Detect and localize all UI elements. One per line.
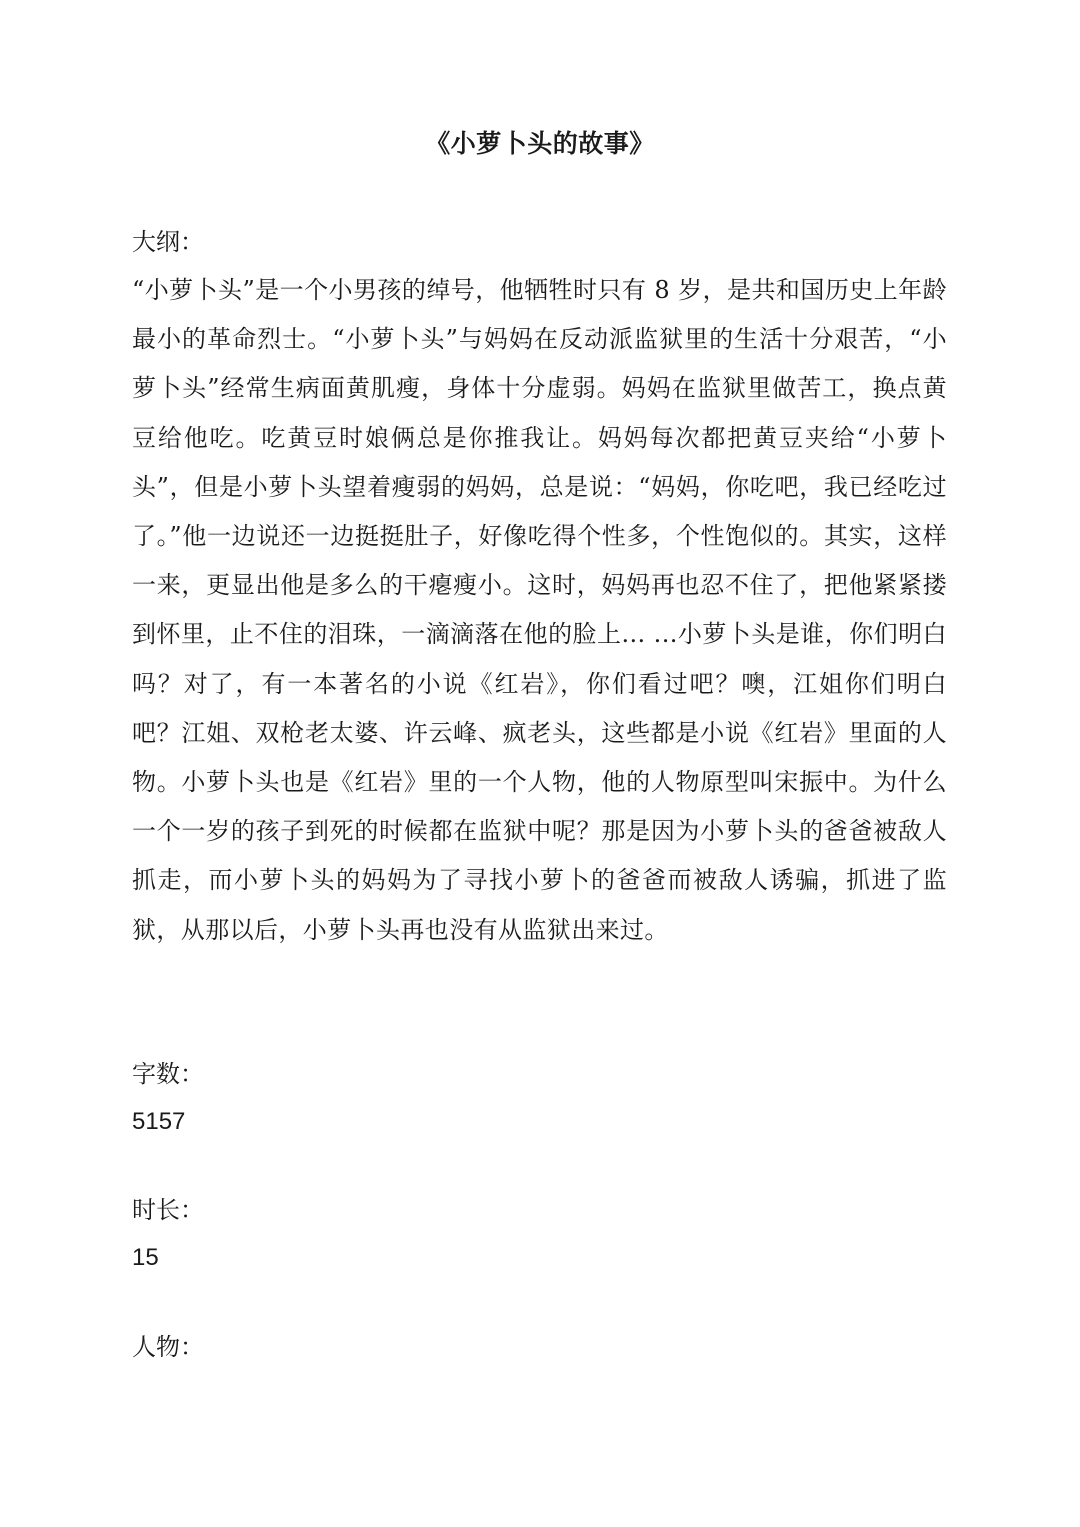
duration-value: 15 xyxy=(132,1244,159,1271)
characters-section xyxy=(132,1323,947,1371)
document-title: 《小萝卜头的故事》 xyxy=(425,129,655,158)
word-count-label: 字数： xyxy=(132,1060,204,1088)
duration-section xyxy=(132,1186,947,1282)
duration-label: 时长： xyxy=(132,1196,204,1224)
word-count-section xyxy=(132,1050,947,1146)
outline-label: 大纲： xyxy=(132,228,204,256)
characters-label: 人物： xyxy=(132,1333,204,1361)
outline-text: “小萝卜头”是一个小男孩的绰号，他牺牲时只有 8 岁，是共和国历史上年龄最小的革命烈士。“小萝卜头”与妈妈在反动派监狱里的生活十分艰苦，“小萝卜头”经常生病面黄肌瘦，身体十分虚弱。妈妈在监狱里做苦工，换点黄豆给他吃。吃黄豆时娘俩总是你推我让。妈妈每次都把黄豆夹给“小萝卜头”，但是小萝卜头望着瘦弱的妈妈，总是说：“妈妈，你吃吧，我已经吃过了。”他一边说还一边挺挺肚子，好像吃得个性多，个性饱似的。其实，这样一来，更显出他是多么的干瘪瘦小。这时，妈妈再也忍不住了，把他紧紧搂到怀里，止不住的泪珠，一滴滴落在他的脸上... ...小萝卜头是谁，你们明白吗？对了，有一本著名的小说《红岩》，你们看过吧？噢，江姐你们明白吧？江姐、双枪老太婆、许云峰、疯老头，这些都是小说《红岩》里面的人物。小萝卜头也是《红岩》里的一个人物，他的人物原型叫宋振中。为什么一个一岁的孩子到死的时候都在监狱中呢？那是因为小萝卜头的爸爸被敌人抓走，而小萝卜头的妈妈为了寻找小萝卜的爸爸而被敌人诱骗，抓进了监狱，从那以后，小萝卜头再也没有从监狱出来过。 xyxy=(132,276,947,944)
outline-section xyxy=(132,218,947,955)
word-count-value: 5157 xyxy=(132,1108,186,1135)
